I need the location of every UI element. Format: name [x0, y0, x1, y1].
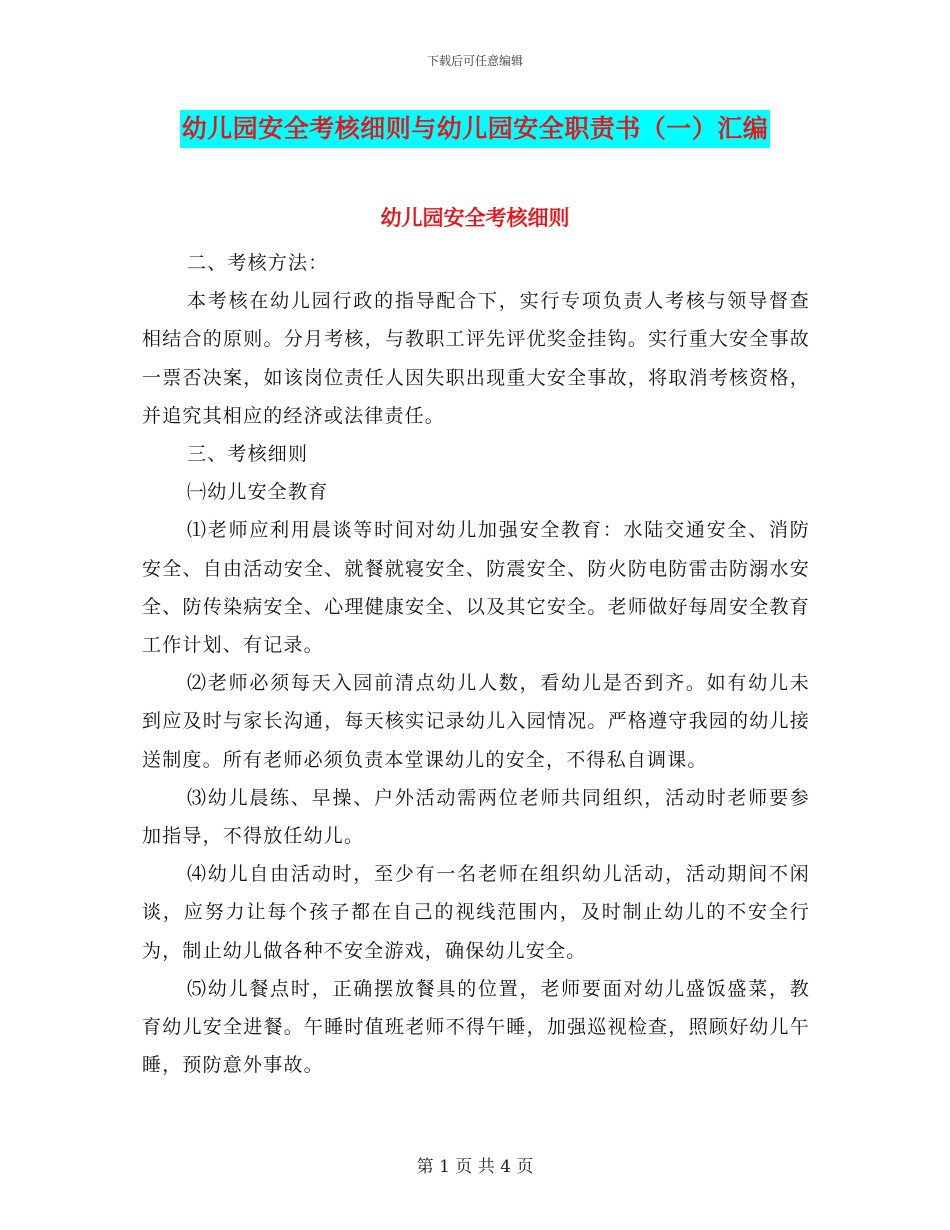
paragraph: 三、考核细则	[187, 443, 309, 466]
paragraph: 二、考核方法：	[187, 252, 329, 274]
paragraph: ⑵老师必须每天入园前清点幼儿人数，看幼儿是否到齐。如有幼儿未到应及时与家长沟通，每天核实记录幼儿入园情况。严格遵守我园的幼儿接送制度。所有老师必须负责本堂课幼儿的安全，不得私自调课。	[142, 672, 810, 771]
page-header-note: 下载后可任意编辑	[426, 54, 523, 68]
paragraph: ⑸幼儿餐点时，正确摆放餐具的位置，老师要面对幼儿盛饭盛菜，教育幼儿安全进餐。午睡时值班老师不得午睡，加强巡视检查，照顾好幼儿午睡，预防意外事故。	[142, 977, 810, 1077]
page-number: 第 1 页 共 4 页	[416, 1157, 534, 1177]
section-title: 幼儿园安全考核细则	[380, 206, 570, 230]
paragraph: ⑷幼儿自由活动时，至少有一名老师在组织幼儿活动，活动期间不闲谈，应努力让每个孩子都在自己的视线范围内，及时制止幼儿的不安全行为，制止幼儿做各种不安全游戏，确保幼儿安全。	[142, 863, 810, 962]
document-title: 幼儿园安全考核细则与幼儿园安全职责书（一）汇编	[180, 110, 771, 148]
paragraph: ⑶幼儿晨练、早操、户外活动需两位老师共同组织，活动时老师要参加指导，不得放任幼儿。	[142, 786, 810, 848]
document-body	[142, 244, 810, 1084]
paragraph: ㈠幼儿安全教育	[187, 481, 329, 504]
paragraph: ⑴老师应利用晨谈等时间对幼儿加强安全教育：水陆交通安全、消防安全、自由活动安全、就餐就寝安全、防震安全、防火防电防雷击防溺水安全、防传染病安全、心理健康安全、以及其它安全。老师做好每周安全教育工作计划、有记录。	[142, 519, 810, 657]
paragraph: 本考核在幼儿园行政的指导配合下，实行专项负责人考核与领导督查相结合的原则。分月考核，与教职工评先评优奖金挂钩。实行重大安全事故一票否决案，如该岗位责任人因失职出现重大安全事故，将取消考核资格，并追究其相应的经济或法律责任。	[142, 290, 810, 427]
document-title-container	[0, 110, 950, 148]
